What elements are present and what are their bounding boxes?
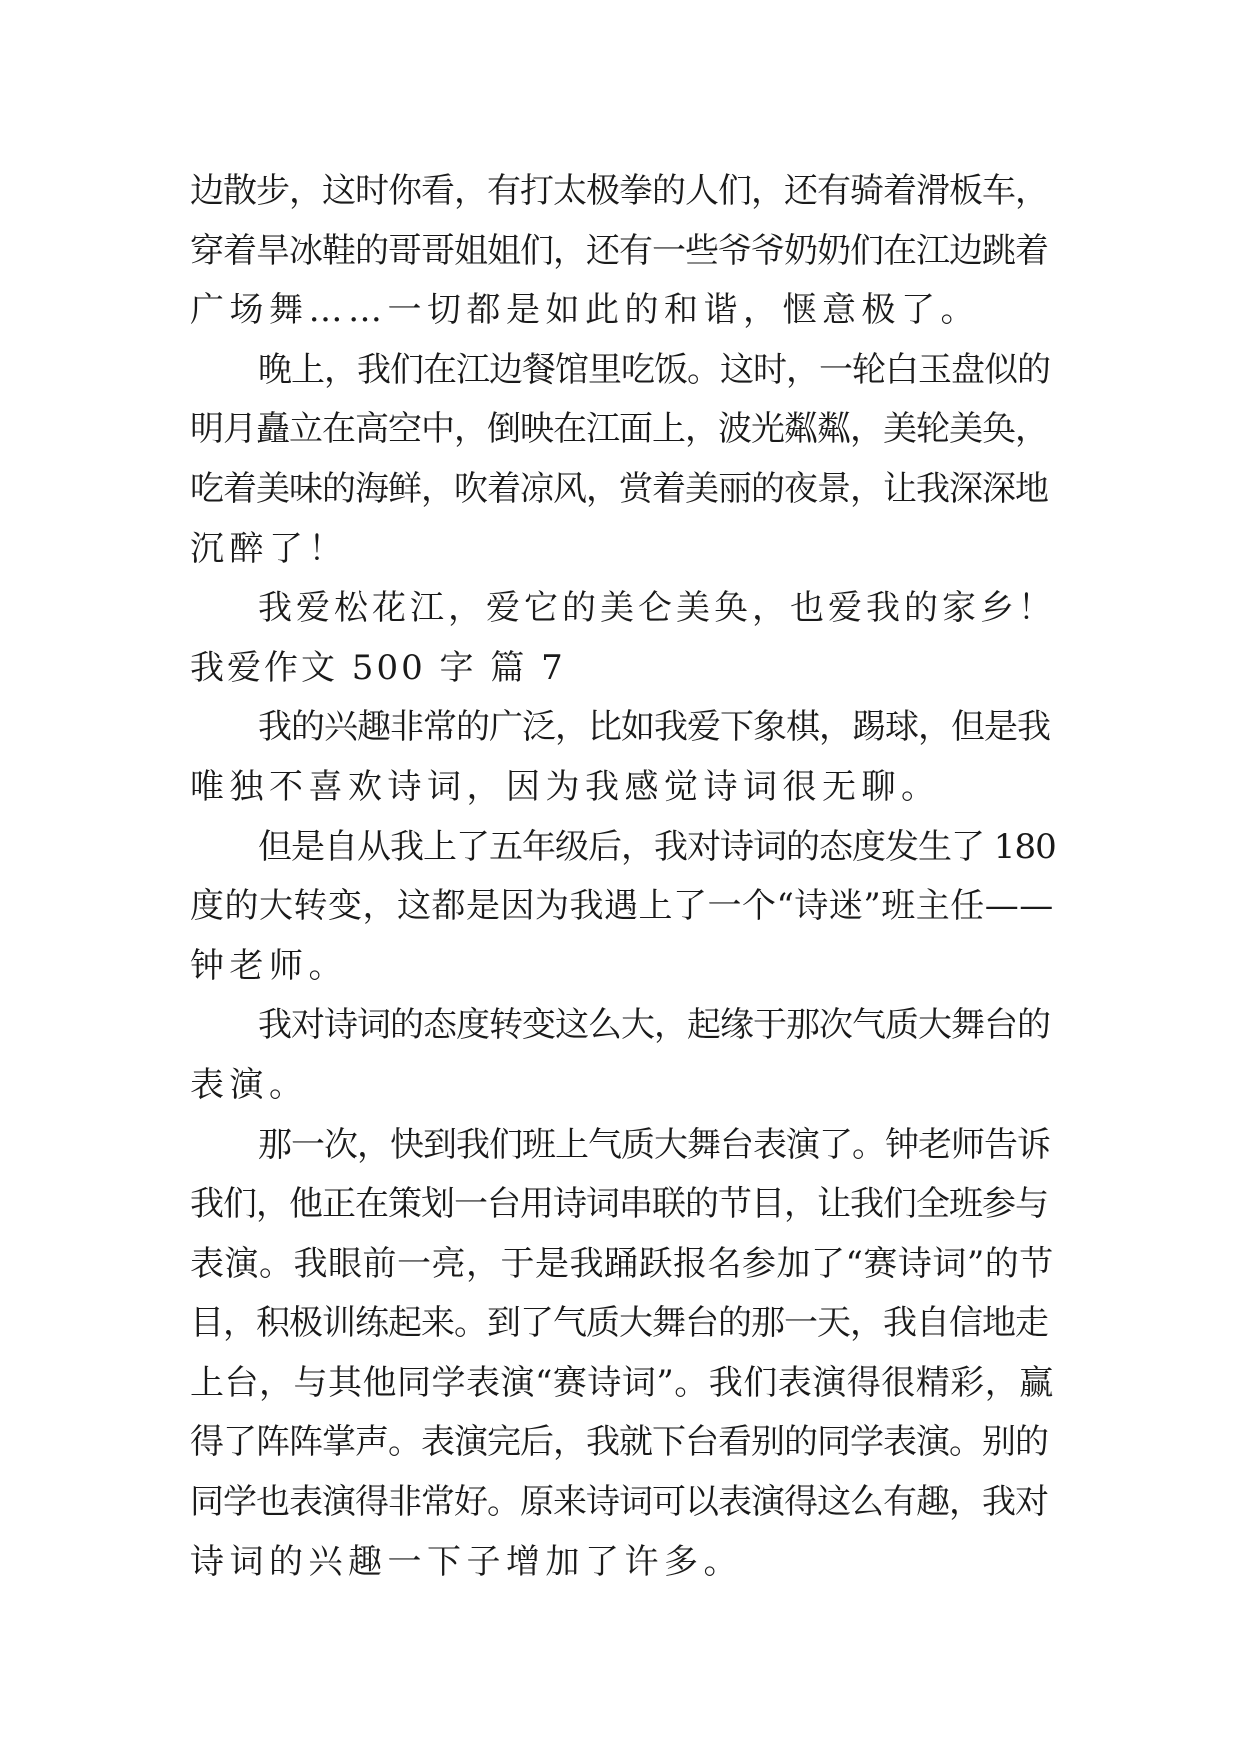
text-line: 表演。 — [190, 1064, 309, 1105]
text-line: 目，积极训练起来。到了气质大舞台的那一天，我自信地走 — [190, 1303, 1048, 1344]
text-line: 沉醉了！ — [190, 528, 348, 569]
text-line: 明月矗立在高空中，倒映在江面上，波光粼粼，美轮美奂， — [190, 409, 1048, 450]
paragraph-first-line: 那一次，快到我们班上气质大舞台表演了。钟老师告诉 — [258, 1124, 1050, 1165]
text-line: 边散步，这时你看，有打太极拳的人们，还有骑着滑板车， — [190, 171, 1048, 211]
paragraph-first-line: 晚上，我们在江边餐馆里吃饭。这时，一轮白玉盘似的 — [258, 349, 1050, 390]
paragraph-first-line: 我的兴趣非常的广泛，比如我爱下象棋，踢球，但是我 — [258, 707, 1050, 748]
section-heading: 我爱作文 500 字 篇 7 — [190, 647, 566, 688]
paragraph-first-line: 我爱松花江，爱它的美仑美奂，也爱我的家乡！ — [258, 588, 1056, 629]
text-line: 吃着美味的海鲜，吹着凉风，赏着美丽的夜景，让我深深地 — [190, 468, 1048, 509]
text-line: 得了阵阵掌声。表演完后，我就下台看别的同学表演。别的 — [190, 1422, 1048, 1463]
paragraph-first-line: 我对诗词的态度转变这么大，起缘于那次气质大舞台的 — [258, 1005, 1050, 1046]
text-line: 上台，与其他同学表演“赛诗词”。我们表演得很精彩，赢 — [190, 1362, 1054, 1403]
text-line: 诗词的兴趣一下子增加了许多。 — [190, 1541, 743, 1582]
essay-text-block — [190, 162, 1060, 1592]
paragraph-first-line: 但是自从我上了五年级后，我对诗词的态度发生了 180 — [258, 826, 1056, 867]
text-line: 广场舞……一切都是如此的和谐，惬意极了。 — [190, 290, 980, 331]
text-line: 钟老师。 — [190, 945, 348, 986]
text-line: 表演。我眼前一亮，于是我踊跃报名参加了“赛诗词”的节 — [190, 1243, 1054, 1284]
text-line: 穿着旱冰鞋的哥哥姐姐们，还有一些爷爷奶奶们在江边跳着 — [190, 230, 1048, 271]
text-line: 度的大转变，这都是因为我遇上了一个“诗迷”班主任—— — [190, 886, 1054, 927]
text-line: 唯独不喜欢诗词，因为我感觉诗词很无聊。 — [190, 766, 941, 807]
text-line: 我们，他正在策划一台用诗词串联的节目，让我们全班参与 — [190, 1184, 1048, 1225]
text-line: 同学也表演得非常好。原来诗词可以表演得这么有趣，我对 — [190, 1482, 1048, 1523]
